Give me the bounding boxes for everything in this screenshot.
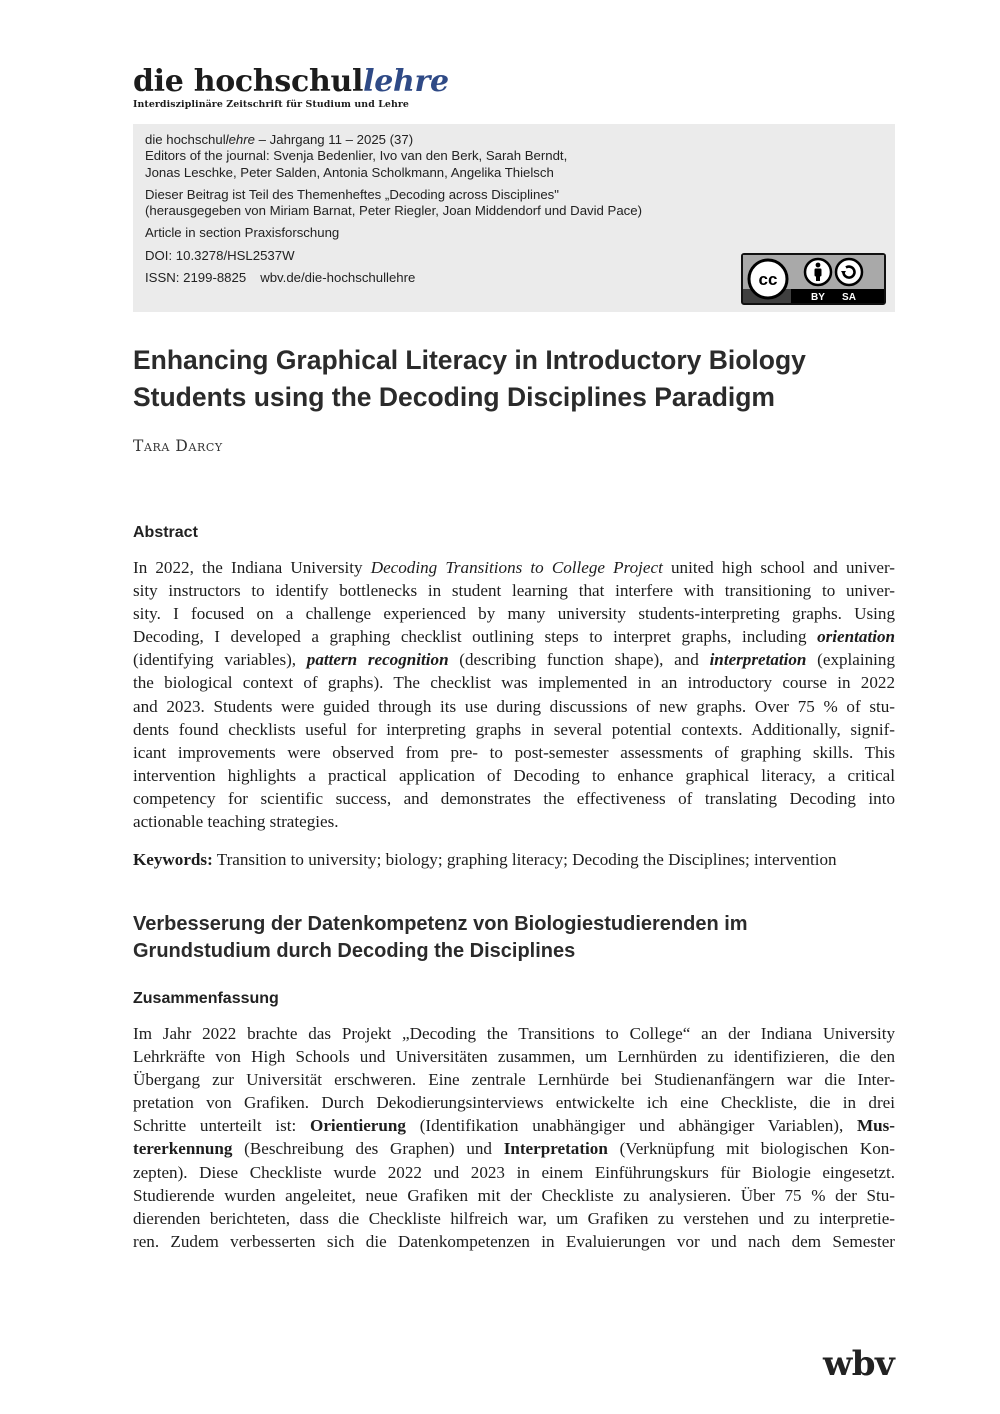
logo-main: die hochschul bbox=[133, 64, 364, 99]
issn-row bbox=[145, 270, 642, 286]
abstract-line: (identifying variables), pattern recognition (describing function shape), and interpretation (explaining bbox=[133, 650, 896, 670]
keywords bbox=[133, 848, 903, 871]
german-title-line-1: Verbesserung der Datenkompetenz von Biologiestudierenden im bbox=[133, 913, 748, 935]
keywords-text: Transition to university; biology; graphing literacy; Decoding the Disciplines; intervention bbox=[212, 850, 837, 869]
by-label: BY bbox=[811, 292, 825, 303]
title-line-2: Students using the Decoding Disciplines Paradigm bbox=[133, 382, 775, 412]
logo-accent: lehre bbox=[363, 64, 449, 99]
journal-name-italic: lehre bbox=[225, 132, 255, 147]
editors-line-2: Jonas Leschke, Peter Salden, Antonia Scholkmann, Angelika Thielsch bbox=[145, 164, 554, 180]
term-interpretation-de: Interpretation bbox=[503, 1139, 608, 1159]
german-line: Studierende wurden angeleitet, neue Grafiken mit der Checkliste zu analysieren. Über 75 % der Stu- bbox=[133, 1185, 895, 1205]
term-orientierung: Orientierung bbox=[310, 1116, 406, 1136]
german-line: Schritte unterteilt ist: Orientierung (Identifikation unabhängiger und abhängiger Variablen), Mus- bbox=[133, 1116, 895, 1136]
doi[interactable]: DOI: 10.3278/HSL2537W bbox=[145, 247, 295, 263]
title-line-1: Enhancing Graphical Literacy in Introductory Biology bbox=[133, 345, 806, 375]
abstract-heading: Abstract bbox=[133, 524, 198, 541]
zusammenfassung-heading: Zusammenfassung bbox=[133, 990, 279, 1007]
logo-subtitle: Interdisziplinäre Zeitschrift für Studium und Lehre bbox=[133, 99, 409, 110]
german-line: Übergang zur Universität erschweren. Eine zentrale Lernhürde bei Studienanfängern war die Inter- bbox=[133, 1070, 895, 1090]
german-line: Im Jahr 2022 brachte das Projekt „Decoding the Transitions to College“ an der Indiana University bbox=[133, 1024, 895, 1043]
journal-name: die hochschul bbox=[145, 132, 226, 147]
journal-logo bbox=[133, 66, 463, 98]
abstract-line: Decoding, I developed a graphing checklist outlining steps to interpret graphs, including orientation bbox=[133, 627, 895, 647]
german-line: zepten). Diese Checkliste wurde 2022 und 2023 in einem Einführungskurs für Biologie eingesetzt. bbox=[133, 1162, 895, 1182]
license-graphic bbox=[743, 255, 884, 303]
cc-label: cc bbox=[758, 270, 778, 289]
term-interpretation: interpretation bbox=[709, 650, 807, 670]
editors-line-1: Editors of the journal: Svenja Bedenlier, Ivo van den Berk, Sarah Berndt, bbox=[145, 148, 568, 164]
german-line: ren. Zudem verbesserten sich die Datenkompetenzen in Evaluierungen vor und nach dem Semester bbox=[133, 1231, 895, 1251]
abstract-line: intervention highlights a practical application of Decoding to enhance graphical literacy, a critical bbox=[133, 765, 895, 785]
term-pattern-recognition: pattern recognition bbox=[306, 650, 449, 670]
abstract-line: In 2022, the Indiana University Decoding Transitions to College Project united high school and univer- bbox=[133, 558, 895, 577]
abstract-body bbox=[133, 556, 895, 833]
theme-issue-line-1: Dieser Beitrag ist Teil des Themenheftes „Decoding across Disciplines" bbox=[145, 186, 559, 202]
term-mustererkennung-part1: Mus- bbox=[856, 1116, 895, 1136]
abstract-line: dents found checklists useful for interpreting graphs in several potential contexts. Additionally, signif- bbox=[133, 719, 895, 739]
project-name: Decoding Transitions to College Project bbox=[370, 558, 663, 577]
author-name: Tara Darcy bbox=[133, 437, 223, 455]
abstract-line: actionable teaching strategies. bbox=[133, 812, 339, 832]
abstract-line: sity instructors to identify bottlenecks in student learning that interfere with transitioning to univer- bbox=[133, 581, 895, 601]
publisher-logo: wbv bbox=[823, 1344, 895, 1384]
term-mustererkennung-part2: tererkennung bbox=[133, 1139, 233, 1159]
journal-url[interactable]: wbv.de/die-hochschullehre bbox=[260, 270, 416, 286]
share-alike-icon bbox=[836, 259, 862, 285]
german-line: Lehrkräfte von High Schools und Universitäten zusammen, um Lernhürden zu identifizieren, die den bbox=[133, 1047, 895, 1067]
abstract-line: the biological context of graphs). The checklist was implemented in an introductory course in 2022 bbox=[133, 673, 895, 693]
article-section: Article in section Praxisforschung bbox=[145, 225, 340, 241]
journal-issue-line bbox=[145, 132, 642, 148]
cc-by-sa-license-badge[interactable] bbox=[741, 253, 886, 305]
abstract-line: icant improvements were observed from pre- to post-semester assessments of graphing skills. This bbox=[133, 742, 895, 762]
german-title bbox=[133, 911, 893, 965]
german-line: tererkennung (Beschreibung des Graphen) und Interpretation (Verknüpfung mit biologischen Kon- bbox=[133, 1139, 895, 1159]
german-line: pretation von Grafiken. Durch Dekodierungsinterviews entwickelte ich eine Checkliste, die in drei bbox=[133, 1093, 895, 1113]
zusammenfassung-body bbox=[133, 1022, 895, 1253]
keywords-label: Keywords: bbox=[133, 850, 213, 869]
theme-issue-line-2: (herausgegeben von Miriam Barnat, Peter Riegler, Joan Middendorf und David Pace) bbox=[145, 203, 643, 219]
abstract-line: competency for scientific success, and demonstrates the effectiveness of translating Decoding into bbox=[133, 788, 895, 808]
german-title-line-2: Grundstudium durch Decoding the Disciplines bbox=[133, 940, 576, 962]
journal-masthead bbox=[133, 66, 463, 110]
article-title bbox=[133, 342, 893, 416]
journal-issue: – Jahrgang 11 – 2025 (37) bbox=[254, 132, 414, 147]
sa-label: SA bbox=[842, 292, 856, 303]
issn: ISSN: 2199-8825 bbox=[145, 270, 247, 286]
abstract-line: and 2023. Students were guided through its use during discussions of new graphs. Over 75 % of stu- bbox=[133, 696, 895, 716]
abstract-line: sity. I focused on a challenge experienced by many university students-interpreting graphs. Using bbox=[133, 604, 895, 624]
term-orientation: orientation bbox=[817, 627, 895, 647]
german-line: dierenden berichteten, dass die Checkliste hilfreich war, um Grafiken zu verstehen und zu interpretie- bbox=[133, 1208, 895, 1228]
